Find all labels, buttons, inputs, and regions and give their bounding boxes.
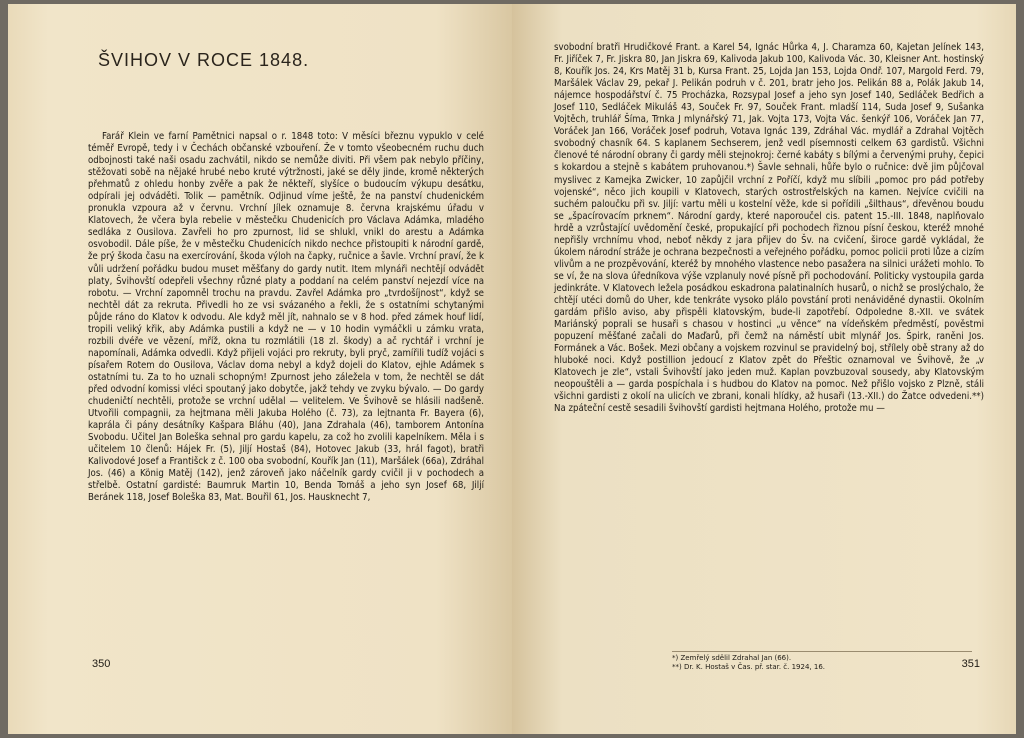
chapter-title: ŠVIHOV V ROCE 1848. bbox=[98, 50, 310, 70]
page-number-left: 350 bbox=[92, 658, 111, 670]
page-number-right: 351 bbox=[961, 658, 980, 670]
left-paragraph: Farář Klein ve farní Pamětnici napsal o r. 1848 toto: V měsíci březnu vypuklo v celé téměř Evropě, tedy i v Čechách občanské vzbouření. Že v tomto všeobecném ruchu duch odbojnosti také naši osadu zachvátil, nikdo se nemůže diviti. Při všem pak nebylo příčiny, stěžovati sobě na nějaké hrubé nebo kruté výtržnosti, jaké se děly jinde, kromě některých přehmatů z ohledu honby zvěře a pak že někteří, slyšíce o budoucím výkupu desátku, odpírali jej odváděti. Tolik — pamětník. Odjinud víme ještě, že na panství chudenickém pronukla vzpoura až v červnu. Vrchní Jílek oznamuje 8. června krajskému úřadu v Klatovech, že včera byla rebelie v městečku Chudenicích pro Václava Adámka, mladého sedláka z Ousilova. Zavřeli ho pro zpurnost, lid se shlukl, vnikl do arestu a Adámka osvobodil. Dále píše, že v městečku Chudenicích nikdo nechce přistoupiti k národní gardě, že prý škoda času na exercírování, škoda výloh na čapky, ručnice a šavle. Vrchní praví, že k vůli udržení pořádku budou muset měšťany do gardy nutit. Item mlynáři nechtějí odvádět platy, Švihovští odepřeli všechny různé platy a poddaní na celém panství nejezdí více na robotu. — Vrchní zapomněl trochu na pravdu. Zavřel Adámka pro „tvrdošíjnost“, když se nechtěl dát za rekruta. Přivedli ho ze vsi svázaného a řekli, že s ostatními schytanými půjde ráno do Klatov k odvodu. Ale když měl jít, nahnalo se v 8 hod. před zámek houf lidí, tropili veliký křik, aby Adámka pustili a když ne — v 10 hodin vymáčkli u zámku vrata, rozbili dvéře ve vězení, mříž, okna tu rozmlátili (18 zl. škody) a ač rychtář i vrchní je napomínali, Adámka odvedli. Když přijeli vojáci pro rekruty, byli pryč, zamířili tudíž vojáci s písařem Rotem do Ousilova, Václav doma nebyl a když dojeli do Klatov, ejhle Adámek s ostatními tu. Za to ho uznali schopným! Zpurnost jeho záleželа v tom, že nechtěl se dát před odvodní komissi vléci spoutaný jako dobytče, jakž tehdy ve zvyku bývalo. — Do gardy chudeničtí nechtěli, protože se vrchní udělal — velitelem. Ve Švihově se hlásili nadšeně. Utvořili compagnii, za hejtmana měli Jakuba Holého (č. 73), za lejtnanta Fr. Bayera (6), kaprála či pány desátníky Kašpara Bláhu (40), Jana Zdrahala (46), tamborem Antonína Svobodu. Učitel Jan Boleška sehnal pro gardu kapelu, za což ho zvolili kapelníkem. Měla i s učitelem 10 členů: Hájek Fr. (5), Jiljí Hostaš (84), Hotovec Jakub (33, hrál fagot), bratři Kalivodové Josef a Františck z č. 100 oba svobodní, Kouřík Jan (11), Maršálek (66a), Zdráhal Jos. (46) a König Matěj (142), jenž zároveň jako náčelník gardy cvičil ji v pochodech a střelbě. Ostatní gardisté: Baumruk Martin 10, Benda Tomáš a jeho syn Josef 68, Jiljí Beránek 118, Josef Boleška 83, Mat. Bouřil 61, Jos. Hausknecht 7, bbox=[88, 131, 484, 504]
footnotes bbox=[672, 651, 972, 672]
footnote-2: **) Dr. K. Hostaš v Čas. př. star. č. 1924, 16. bbox=[672, 663, 826, 671]
right-page bbox=[512, 4, 1016, 734]
right-page-text bbox=[554, 42, 984, 415]
footnote-1: *) Zemřelý sdělil Zdrahal Jan (66). bbox=[672, 654, 792, 662]
left-page bbox=[8, 4, 512, 734]
right-paragraph: svobodní bratři Hrudičkové Frant. a Karel 54, Ignác Hůrka 4, J. Charamza 60, Kajetan Jelínek 143, Fr. Jiříček 7, Fr. Jiskra 80, Jan Jiskra 69, Kalivoda Jakub 100, Kalivoda Vác. 30, Kleisner Ant. hostinský 8, Kouřík Jos. 24, Krs Matěj 31 b, Kursa Frant. 25, Lojda Jan 153, Lojda Ondř. 107, Margold Ferd. 79, Maršálek Václav 29, pekař J. Pelikán podruh v č. 201, bratr jeho Jos. Pelikán 88 a, Polák Jakub 14, nájemce hospodářství č. 75 Procházka, Rozsypal Josef a jeho syn Josef 140, Sedláček Bedřich a Josef 110, Sedláček Mikuláš 43, Souček Fr. 97, Souček Frant. mladší 114, Suda Josef 9, Sušanka Vojtěch, truhlář Šíma, Trnka J mlynářský 71, Jak. Vojta 173, Vojta Vác. šenkýř 106, Voráček Jan 77, Voráček Jan 166, Voráček Josef podruh, Votava Ignác 139, Zdráhal Vác. mydlář a Zdrahal Vojtěch svobodný chasník 64. S kaplanem Sechserem, jenž vedl písemnosti celkem 63 gardistů. Všichni členové té národní obrany či gardy měli stejnokroj: černé kabáty s bílými a červenými pruhy, čepici s kokardou a stejně s kabátem pruhovanou.*) Šavle sehnali, hůře bylo o ručnice: dvě jim půjčoval myslivec z Kamejka Zwicker, 10 zapůjčil vrchní z Poříčí, když mu slíbili „pomoc pro pád potřeby vojenské“, něco jich koupili v Klatovech, starých ostrostřelských na kamen. Nejvíce cvičili na suchém paloučku při sv. Jiljí: vartu měli u kostelní věže, kde si pořídili „šilthaus“, dřevěnou boudu se „špacírovacím prknem“. Národní gardy, které naporoučel cis. patent 15.-III. 1848, naplňovalo hrdě a vzrůstající uvědomění české, propukající při pochodech řiznou písní českou, kteréž mnohé nepřišly vrchnímu vhod, neboť někdy z jara přijev do Šv. na cvičení, široce gardě vykládal, že úkolem národní stráže je ochrana bezpečnosti a veřejného pořádku, pomoc policii proti lůze a cizím vlivům a ne prozpěvování, kteréž by mnohého vlastence nebo pasažera na silnici urážeti mohlo. To se ví, že na slova úředníkova výše vzplanuly nové písně při pochodování. Politicky vystoupila garda jedinkráte. V Klatovech ležela posádkou eskadrona palatinalních husarů, o nichž se proslýchalo, že chtějí utéci domů do Uher, kde tenkráte vysoko plálo povstání proti nenáviděné dynastii. Okolním gardám přišlo aviso, aby přispěli klatovským, bude-li zapotřebí. Odpoledne 8.-XII. ve svátek Mariánský popralі se husaři s chasou v hostinci „u věnce“ na vídeňském předměstí, pověstmi popuzení měšťané začali do Maďarů, při čemž na náměstí ubit mlynář Jos. Špirk, raněni Jos. Formánek a Vác. Bošek. Mezi občany a vojskem rozvinul se pravidelný boj, střílely obě strany až do hluboké noci. Když postillion jedoucí z Klatov zpět do Přeštic oznamoval ve Švihově, že „v Klatovech je zle“, vstali Švihovští jako jeden muž. Kaplan povzbuzoval sousedy, aby Klatovským neopouštěli a — garda pospíchala i s hudbou do Klatov na pomoc. Než přišlo vojsko z Plzně, stáli všichni gardisti z okolí na ulicích ve zbrani, konali hlídky, až husaři (13.-XII.) do Žatce odvedeni.**) Na zpáteční cestě sesadili švihovští gardisti hejtmana Holého, protože mu — bbox=[554, 42, 984, 415]
book-spread bbox=[8, 4, 1016, 734]
left-page-text bbox=[88, 131, 484, 504]
